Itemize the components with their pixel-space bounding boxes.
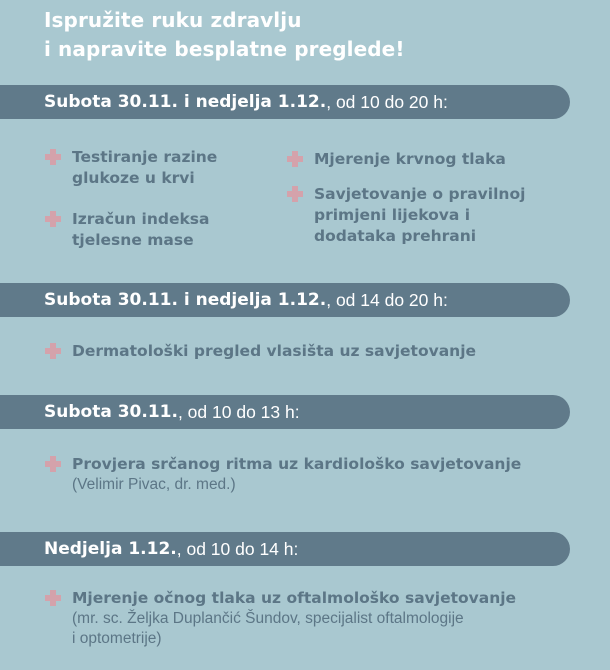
- schedule-header-hours: , od 10 do 14 h:: [176, 538, 299, 559]
- plus-icon: [45, 456, 61, 472]
- plus-icon: [45, 149, 61, 165]
- schedule-header-2: [0, 283, 570, 317]
- service-item-cardiology: Provjera srčanog ritma uz kardiološko savjetovanje (Velimir Pivac, dr. med.): [72, 454, 521, 495]
- service-item-dermatology: Dermatološki pregled vlasišta uz savjetovanje: [72, 341, 476, 362]
- schedule-header-4: [0, 532, 570, 566]
- schedule-header-3: [0, 395, 570, 429]
- service-item-glucose: Testiranje razine glukoze u krvi: [72, 147, 217, 189]
- service-item-medication-advice: Savjetovanje o pravilnoj primjeni lijekova i dodataka prehrani: [314, 184, 525, 247]
- schedule-header-days: Nedjelja 1.12.: [44, 539, 177, 559]
- plus-icon: [287, 151, 303, 167]
- schedule-header-1: [0, 85, 570, 119]
- schedule-header-days: Subota 30.11. i nedjelja 1.12.: [44, 92, 327, 112]
- schedule-header-days: Subota 30.11.: [44, 402, 178, 422]
- title-line-1: Ispružite ruku zdravlju: [44, 8, 302, 32]
- doctor-name: (Velimir Pivac, dr. med.): [72, 476, 236, 493]
- service-item-bmi: Izračun indeksa tjelesne mase: [72, 209, 210, 251]
- service-item-blood-pressure: Mjerenje krvnog tlaka: [314, 149, 506, 170]
- plus-icon: [45, 590, 61, 606]
- schedule-header-days: Subota 30.11. i nedjelja 1.12.: [44, 290, 327, 310]
- schedule-header-hours: , od 14 do 20 h:: [326, 289, 448, 310]
- plus-icon: [45, 211, 61, 227]
- schedule-header-hours: , od 10 do 20 h:: [326, 91, 448, 112]
- doctor-title: i optometrije): [72, 630, 162, 647]
- title-line-2: i napravite besplatne preglede!: [44, 37, 405, 61]
- page-title: [44, 6, 405, 64]
- schedule-header-hours: , od 10 do 13 h:: [177, 401, 300, 422]
- doctor-name: (mr. sc. Željka Duplančić Šundov, specijalist oftalmologije: [72, 610, 464, 627]
- service-item-ophthalmology: Mjerenje očnog tlaka uz oftalmološko savjetovanje (mr. sc. Željka Duplančić Šundov, specijalist oftalmologije i optometrije): [72, 588, 516, 649]
- plus-icon: [287, 186, 303, 202]
- plus-icon: [45, 343, 61, 359]
